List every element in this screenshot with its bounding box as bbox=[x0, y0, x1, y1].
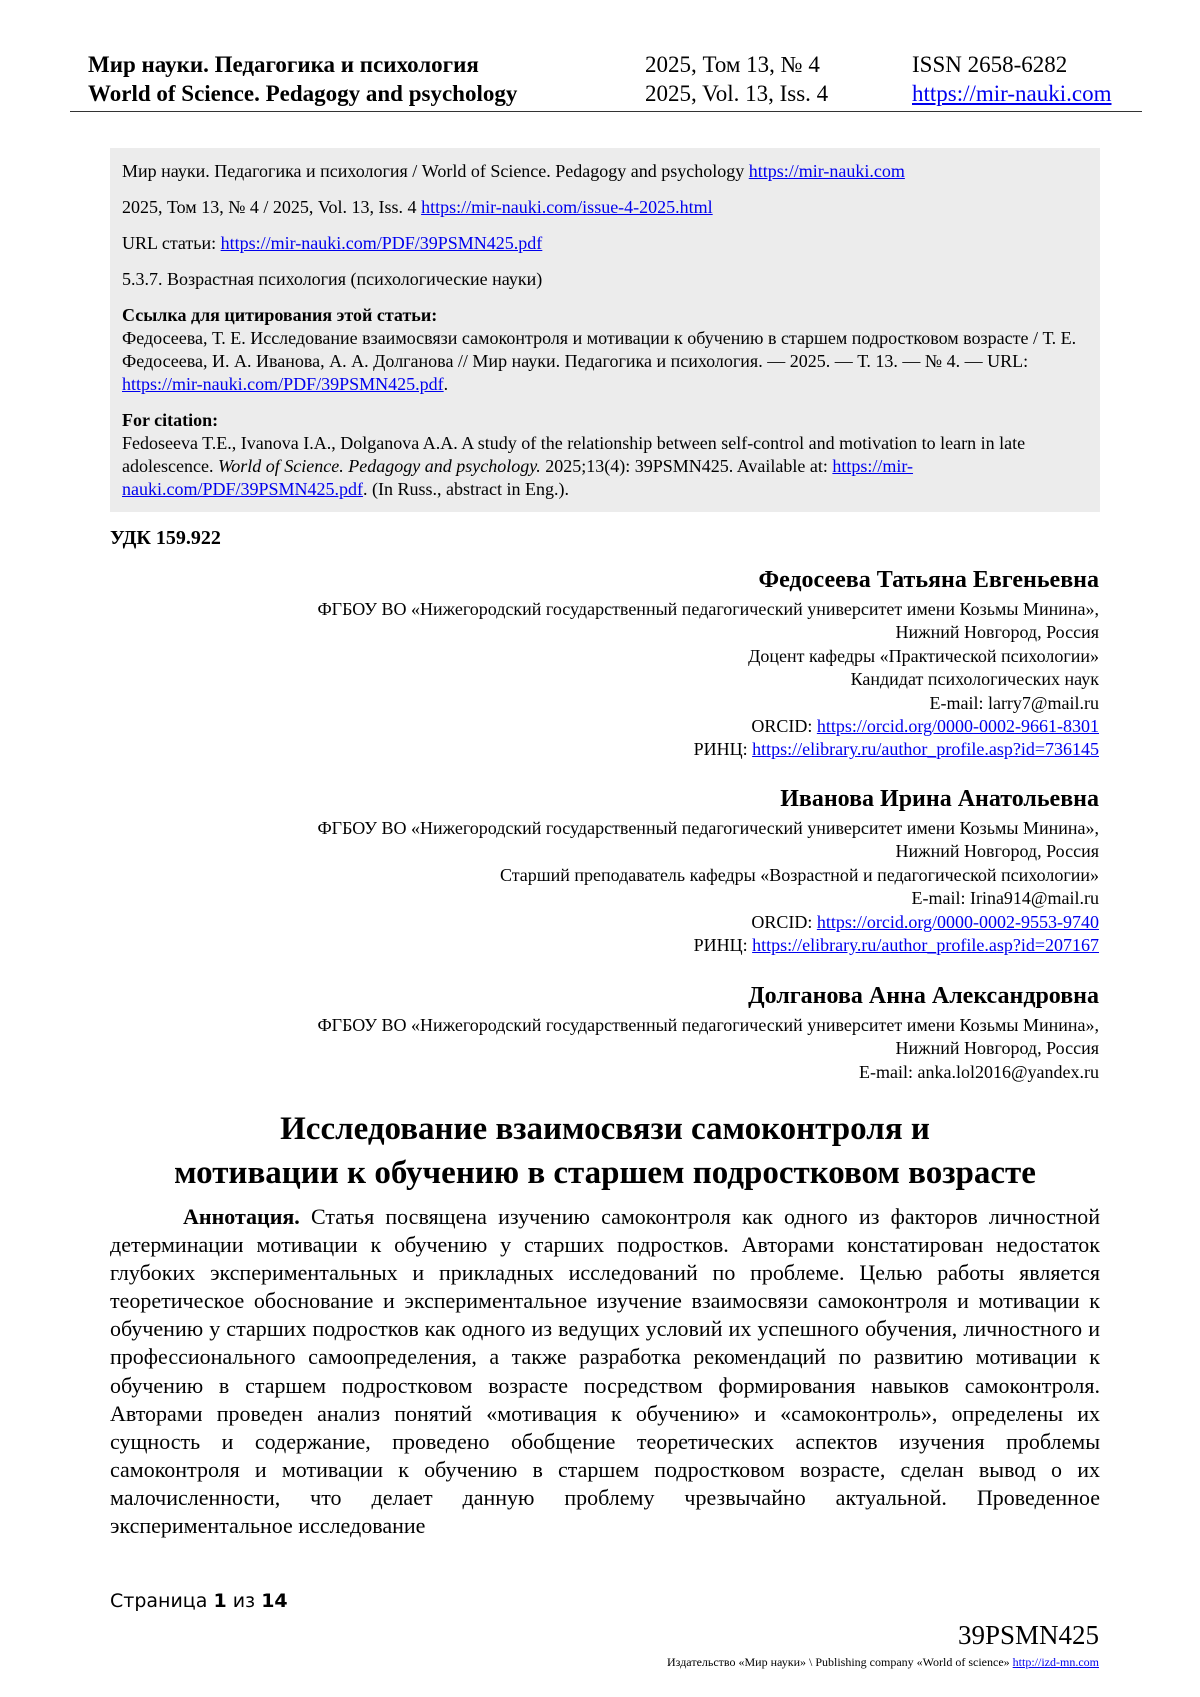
author-orcid bbox=[317, 911, 1099, 934]
author-affiliation: ФГБОУ ВО «Нижегородский государственный педагогический университет имени Козьмы Минина», bbox=[317, 818, 1099, 838]
author-name: Иванова Ирина Анатольевна bbox=[780, 786, 1099, 812]
info-line-issue bbox=[122, 196, 1088, 219]
author-city: Нижний Новгород, Россия bbox=[895, 841, 1099, 862]
abstract-label: Аннотация. bbox=[183, 1204, 300, 1229]
journal-title-block bbox=[88, 50, 517, 108]
citation-ru-heading: Ссылка для цитирования этой статьи: bbox=[122, 305, 438, 325]
citation-en-link[interactable]: https://mir-nauki.com/PDF/39PSMN425.pdf bbox=[122, 456, 914, 499]
publisher-text: Издательство «Мир науки» \ Publishing company «World of science» bbox=[667, 1655, 1013, 1669]
author-block-2 bbox=[317, 783, 1099, 957]
citation-en-text1: Fedoseeva T.E., Ivanova I.A., Dolganova A.A. A study of the relationship between self-control and motivation to learn in late adolescence. bbox=[122, 433, 1026, 476]
info-issue-link[interactable]: https://mir-nauki.com/issue-4-2025.html bbox=[421, 197, 713, 217]
abstract bbox=[110, 1203, 1100, 1540]
author-city: Нижний Новгород, Россия bbox=[895, 622, 1099, 643]
author-affiliation: ФГБОУ ВО «Нижегородский государственный педагогический университет имени Козьмы Минина», bbox=[317, 1015, 1099, 1035]
journal-title-en: World of Science. Pedagogy and psychology bbox=[88, 81, 518, 106]
author-position: Доцент кафедры «Практической психологии» bbox=[748, 645, 1099, 666]
site-link[interactable]: https://mir-nauki.com bbox=[912, 81, 1112, 106]
journal-title-ru: Мир науки. Педагогика и психология bbox=[88, 52, 479, 77]
orcid-link[interactable]: https://orcid.org/0000-0002-9661-8301 bbox=[816, 716, 1099, 737]
info-line-url bbox=[122, 232, 1088, 255]
article-code: 39PSMN425 bbox=[957, 1620, 1099, 1650]
rinc-label: РИНЦ: bbox=[693, 935, 753, 956]
citation-ru-text: Федосеева, Т. Е. Исследование взаимосвязи самоконтроля и мотивации к обучению в старшем подростковом возрасте / Т. Е. Федосеева, И. А. Иванова, А. А. Долганова // Мир науки. Педагогика и психология. — 2025. — Т. 13. — № 4. — URL: bbox=[122, 328, 1077, 371]
issue-ru: 2025, Том 13, № 4 bbox=[645, 52, 820, 77]
rinc-label: РИНЦ: bbox=[693, 739, 753, 760]
author-degree: Кандидат психологических наук bbox=[850, 669, 1099, 690]
publisher-link[interactable]: http://izd-mn.com bbox=[1012, 1655, 1099, 1669]
issn: ISSN 2658-6282 bbox=[912, 52, 1068, 77]
citation-en-end: . (In Russ., abstract in Eng.). bbox=[363, 479, 569, 499]
author-rinc bbox=[317, 738, 1099, 761]
author-block-3 bbox=[317, 980, 1099, 1084]
author-orcid bbox=[317, 715, 1099, 738]
title-line-1: Исследование взаимосвязи самоконтроля и bbox=[280, 1111, 930, 1147]
article-info-box bbox=[110, 148, 1100, 512]
author-affiliation: ФГБОУ ВО «Нижегородский государственный педагогический университет имени Козьмы Минина», bbox=[317, 599, 1099, 619]
page-total: 14 bbox=[261, 1590, 288, 1612]
citation-ru bbox=[122, 304, 1088, 396]
orcid-link[interactable]: https://orcid.org/0000-0002-9553-9740 bbox=[816, 911, 1099, 932]
author-name: Долганова Анна Александровна bbox=[748, 983, 1099, 1009]
page-current: 1 bbox=[213, 1590, 227, 1612]
info-article-link[interactable]: https://mir-nauki.com/PDF/39PSMN425.pdf bbox=[220, 233, 543, 253]
author-email: E-mail: anka.lol2016@yandex.ru bbox=[858, 1061, 1099, 1082]
rinc-link[interactable]: https://elibrary.ru/author_profile.asp?id=207167 bbox=[752, 935, 1099, 956]
citation-ru-end: . bbox=[443, 374, 449, 394]
page-number bbox=[110, 1590, 288, 1612]
orcid-label: ORCID: bbox=[751, 911, 817, 932]
page-middle: из bbox=[226, 1590, 262, 1612]
citation-en-journal: World of Science. Pedagogy and psychology. bbox=[217, 456, 541, 476]
orcid-label: ORCID: bbox=[751, 716, 817, 737]
rinc-link[interactable]: https://elibrary.ru/author_profile.asp?id=736145 bbox=[752, 739, 1099, 760]
abstract-text: Статья посвящена изучению самоконтроля как одного из факторов личностной детерминации мотивации к обучению у старших подростков. Авторами констатирован недостаток глубоких экспериментальных и прикладных исследований по проблеме. Целью работы является теоретическое обоснование и экспериментальное изучение взаимосвязи самоконтроля и мотивации к обучению у старших подростков как одного из ведущих условий их успешного обучения, личностного и профессионального самоопределения, а также разработка рекомендаций по развитию мотивации к обучению в старшем подростковом возрасте посредством формирования навыков самоконтроля. Авторами проведен анализ понятий «мотивация к обучению» и «самоконтроль», определены их сущность и содержание, проведено обобщение теоретических аспектов изучения проблемы самоконтроля и мотивации к обучению в старшем подростковом возрасте, сделан вывод о их малочисленности, что делает данную проблему чрезвычайно актуальной. Проведенное экспериментальное исследование bbox=[110, 1204, 1100, 1539]
info-line-journal bbox=[122, 160, 1088, 183]
page-prefix: Страница bbox=[110, 1590, 214, 1612]
author-name: Федосеева Татьяна Евгеньевна bbox=[758, 567, 1099, 593]
issn-block bbox=[912, 50, 1112, 108]
author-city: Нижний Новгород, Россия bbox=[895, 1038, 1099, 1059]
author-rinc bbox=[317, 934, 1099, 957]
author-email: E-mail: larry7@mail.ru bbox=[929, 692, 1099, 713]
title-line-2: мотивации к обучению в старшем подростковом возрасте bbox=[174, 1155, 1036, 1191]
article-title bbox=[110, 1107, 1100, 1195]
info-url-label: URL статьи: bbox=[122, 233, 221, 253]
info-journal-link[interactable]: https://mir-nauki.com bbox=[748, 161, 905, 181]
author-block-1 bbox=[317, 564, 1099, 762]
issue-block bbox=[645, 50, 828, 108]
publisher-line bbox=[667, 1655, 1099, 1670]
citation-en bbox=[122, 409, 1088, 501]
info-journal-text: Мир науки. Педагогика и психология / World of Science. Pedagogy and psychology bbox=[122, 161, 749, 181]
issue-en: 2025, Vol. 13, Iss. 4 bbox=[645, 81, 829, 106]
author-position: Старший преподаватель кафедры «Возрастной и педагогической психологии» bbox=[499, 864, 1099, 885]
header-divider bbox=[70, 111, 1142, 112]
citation-en-text2: 2025;13(4): 39PSMN425. Available at: bbox=[540, 456, 833, 476]
author-email: E-mail: Irina914@mail.ru bbox=[911, 888, 1099, 909]
info-line-specialty: 5.3.7. Возрастная психология (психологические науки) bbox=[122, 269, 543, 289]
citation-en-heading: For citation: bbox=[122, 410, 219, 430]
citation-ru-link[interactable]: https://mir-nauki.com/PDF/39PSMN425.pdf bbox=[122, 374, 444, 394]
info-issue-text: 2025, Том 13, № 4 / 2025, Vol. 13, Iss. 4 bbox=[122, 197, 422, 217]
udk-code: УДК 159.922 bbox=[110, 527, 221, 549]
